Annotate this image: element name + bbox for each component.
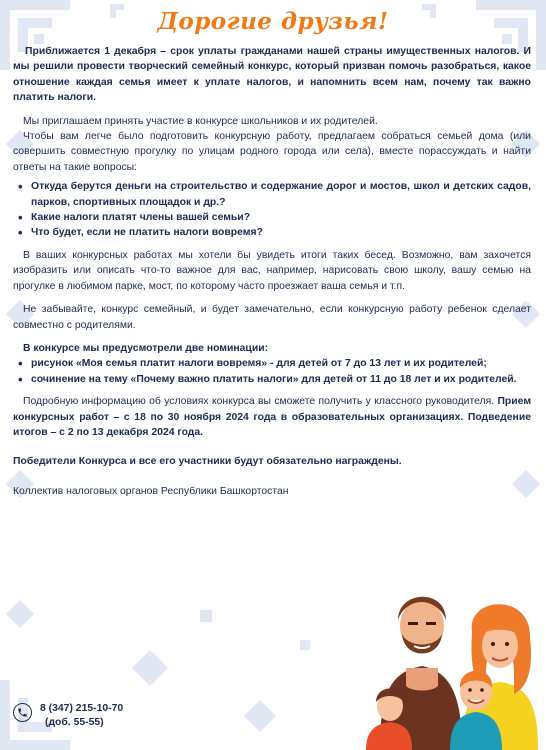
contact-block <box>13 702 123 730</box>
nominations-list <box>13 356 531 387</box>
details-paragraph <box>13 394 531 440</box>
intro-paragraph: Приближается 1 декабря – срок уплаты гражданами нашей страны имущественных налогов. И мы решили провести творческий семейный конкурс, который призван помочь разобраться, какое отношение каждая семья имеет к уплате налогов, и напомнить всем нам, почему так важно платить налоги. <box>13 46 531 104</box>
family-illustration <box>366 568 546 750</box>
questions-list <box>13 179 531 241</box>
contact-ext: (доб. 55-55) <box>45 717 104 728</box>
list-item: • сочинение на тему «Почему важно платить налоги» для детей от 11 до 18 лет и их родителей. <box>31 372 531 387</box>
prepare-paragraph: Чтобы вам легче было подготовить конкурсную работу, предлагаем собраться семьей дома (или совершить совместную прогулку по улицам родного города или села), вместе порассуждать и найти ответы на такие вопросы: <box>13 131 531 173</box>
list-item: • Откуда берутся деньги на строительство и содержание дорог и мостов, школ и детских садов, парков, спортивных площадок и др.? <box>31 179 531 210</box>
invite-paragraph: Мы приглашаем принять участие в конкурсе школьников и их родителей. <box>23 115 378 127</box>
list-item: • рисунок «Моя семья платит налоги вовремя» - для детей от 7 до 13 лет и их родителей; <box>31 356 531 371</box>
page-title: Дорогие друзья! <box>157 8 389 35</box>
details-plain: Подробную информацию об условиях конкурса вы сможете получить у классного руководителя. <box>23 396 495 408</box>
phone-icon <box>13 703 32 722</box>
list-item: • Какие налоги платят члены вашей семьи? <box>31 210 531 225</box>
details-dates: Прием конкурсных работ – с 18 по 30 ноября 2024 года в образовательных организациях. Подведение итогов – с 2 по 13 декабря 2024 года. <box>13 396 531 438</box>
results-paragraph: В ваших конкурсных работах мы хотели бы увидеть итоги таких бесед. Возможно, вам захочется изобразить или описать что-то важное для вас, например, нарисовать свою школу, вашу семью на прогулке в любимом парке, мост, по которому часто проезжает ваша семья и т.п. <box>13 249 531 292</box>
list-item: • Что будет, если не платить налоги вовремя? <box>31 225 531 240</box>
family-note-paragraph: Не забывайте, конкурс семейный, и будет замечательно, если конкурсную работу ребенок сделает совместно с родителями. <box>13 304 531 331</box>
signature: Коллектив налоговых органов Республики Башкортостан <box>13 485 289 497</box>
winners-paragraph: Победители Конкурса и все его участники будут обязательно награждены. <box>13 456 402 468</box>
nominations-title: В конкурсе мы предусмотрели две номинации: <box>23 342 269 354</box>
contact-phone: 8 (347) 215-10-70 <box>40 703 124 714</box>
letter-body <box>13 44 531 507</box>
